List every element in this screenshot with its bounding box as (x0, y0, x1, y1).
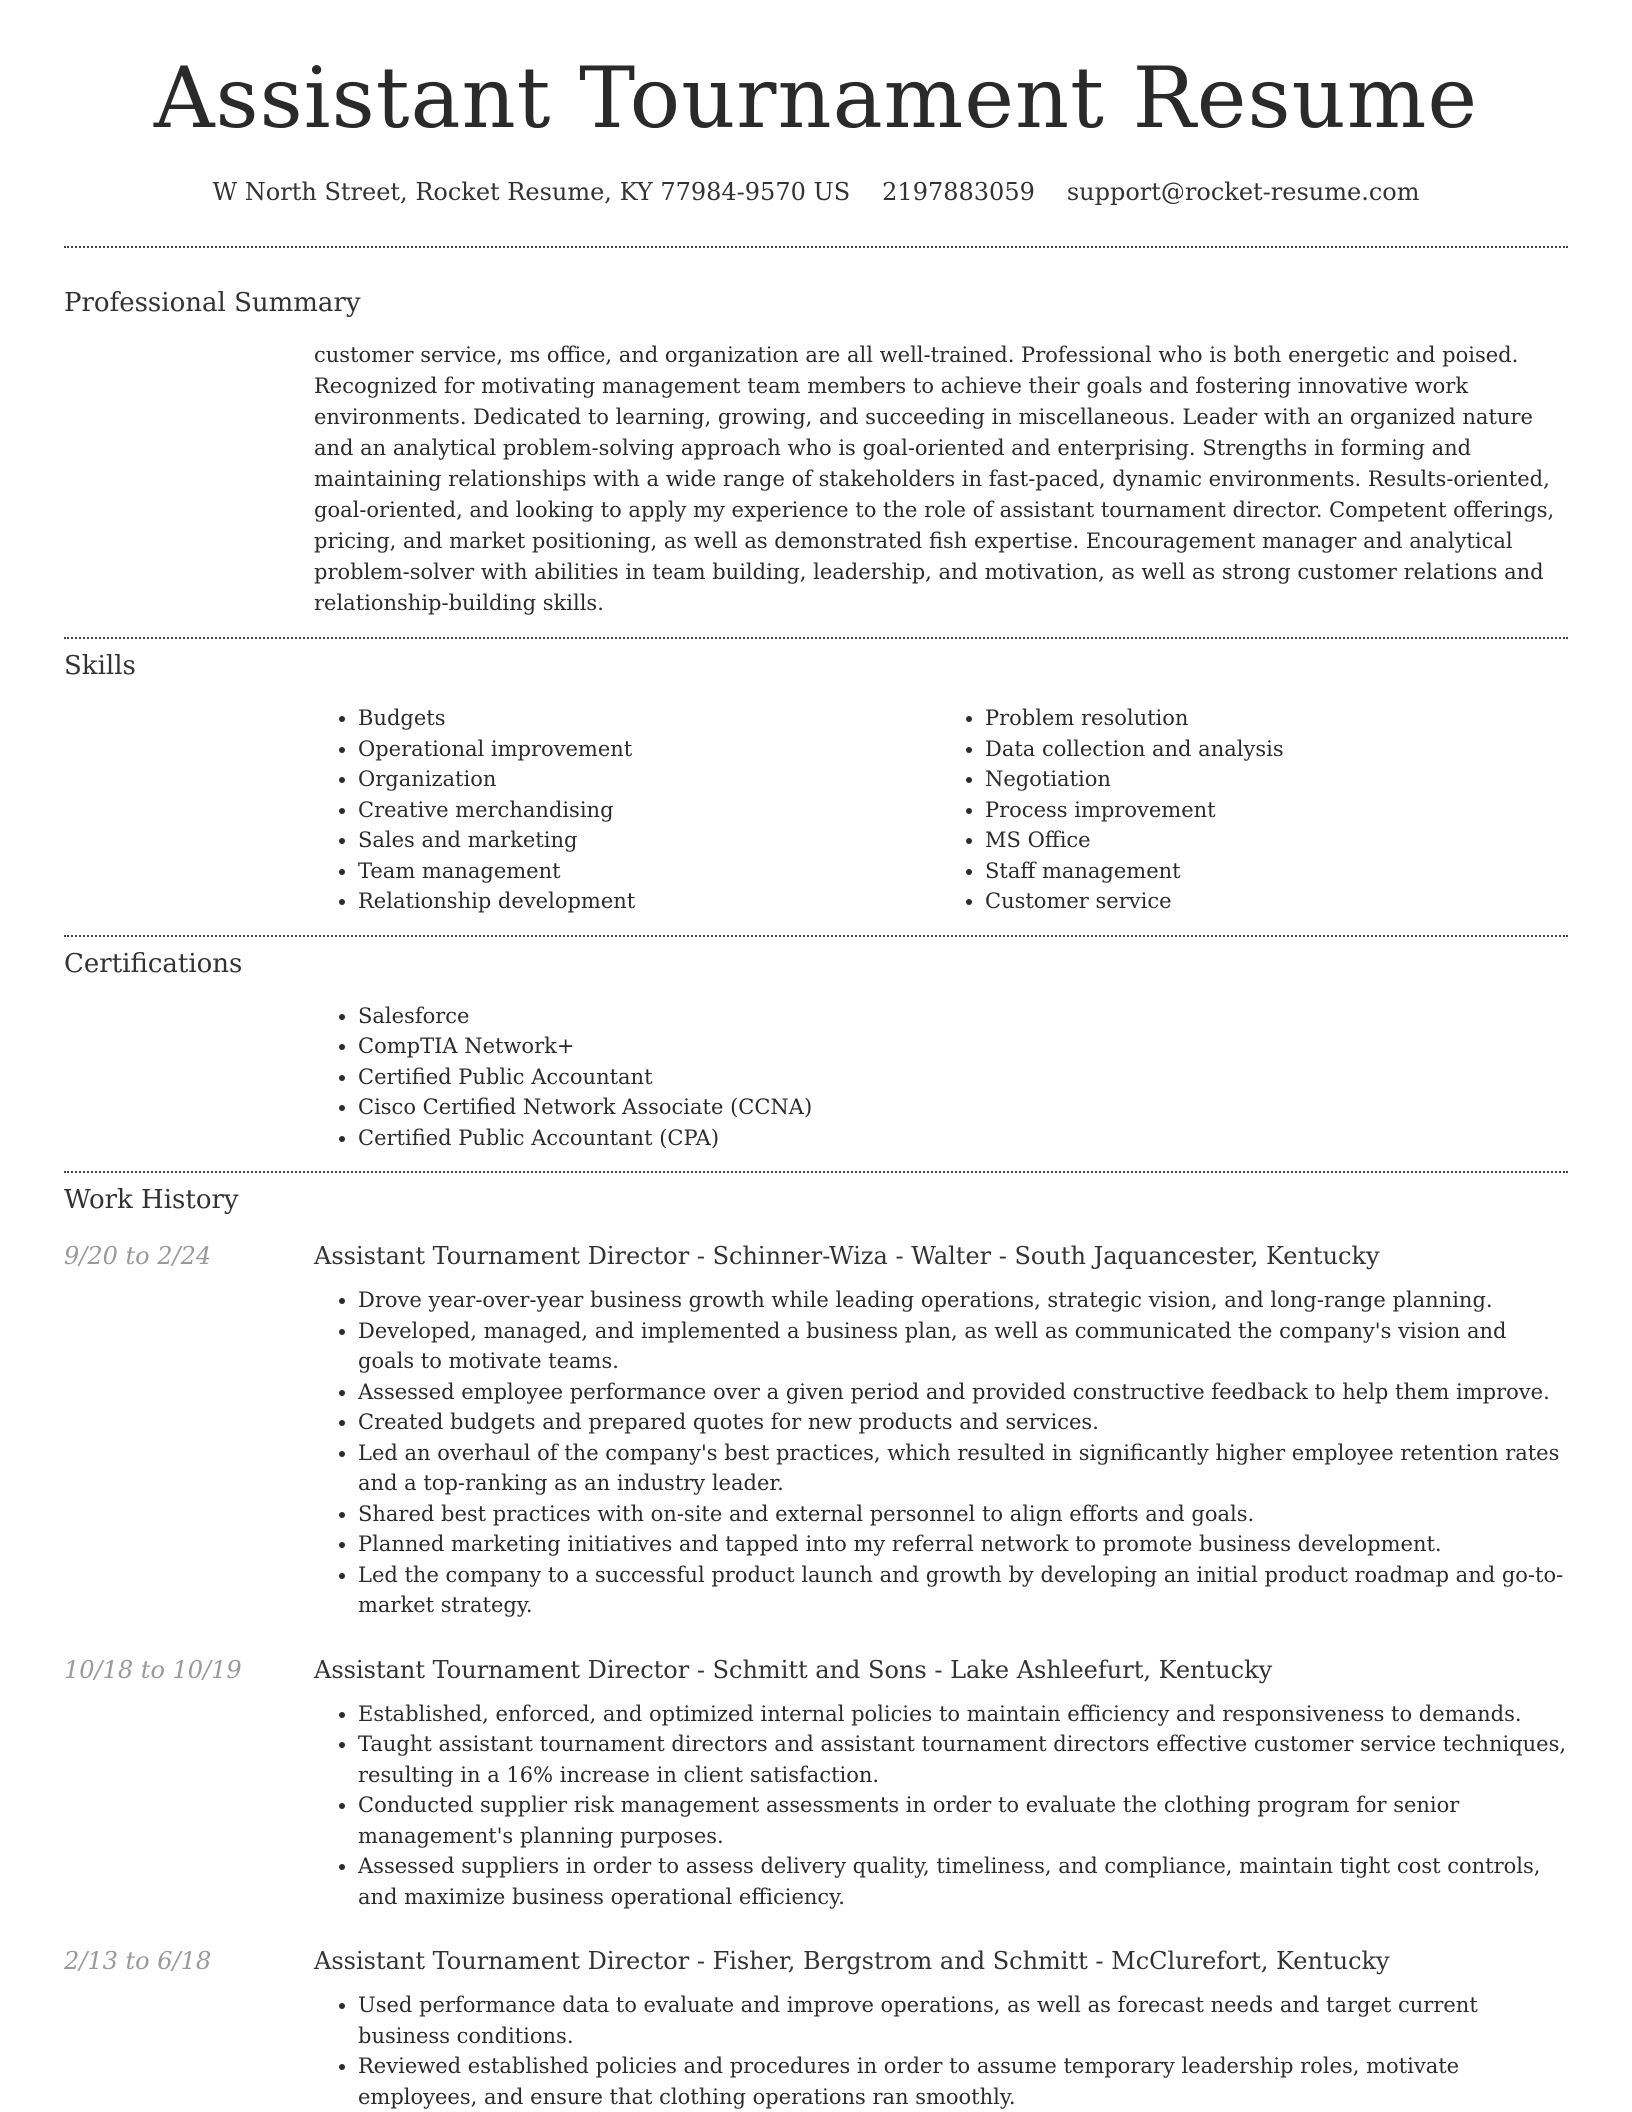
certification-item: • Cisco Certified Network Associate (CCNA) (358, 1092, 1568, 1123)
skill-item: • Team management (358, 856, 941, 887)
skills-column-right (941, 703, 1568, 917)
job-bullet: • Created budgets and prepared quotes for new products and services. (358, 1407, 1568, 1438)
skill-item: • Negotiation (985, 764, 1568, 795)
certification-item: • Salesforce (358, 1001, 1568, 1032)
skills-section (0, 639, 1632, 917)
certification-item: • CompTIA Network+ (358, 1031, 1568, 1062)
skill-item: • Problem resolution (985, 703, 1568, 734)
skill-item: • Customer service (985, 886, 1568, 917)
contact-email: support@rocket-resume.com (1066, 178, 1420, 207)
summary-section (0, 248, 1632, 619)
job-bullets (314, 1285, 1568, 1621)
skills-list (314, 703, 1568, 917)
job-bullet: • Conducted supplier risk management assessments in order to evaluate the clothing program for senior management's planning purposes. (358, 1790, 1568, 1851)
certifications-section (0, 937, 1632, 1154)
skill-item: • Data collection and analysis (985, 734, 1568, 765)
certification-item: • Certified Public Accountant (CPA) (358, 1123, 1568, 1154)
skill-item: • MS Office (985, 825, 1568, 856)
skill-item: • Creative merchandising (358, 795, 941, 826)
job-bullet: • Developed, managed, and implemented a business plan, as well as communicated the company's vision and goals to motivate teams. (358, 1316, 1568, 1377)
certifications-title: Certifications (64, 948, 243, 979)
job-entry (64, 1241, 1568, 1621)
skill-item: • Relationship development (358, 886, 941, 917)
summary-title: Professional Summary (64, 288, 361, 319)
skill-item: • Sales and marketing (358, 825, 941, 856)
job-bullet: • Drove year-over-year business growth while leading operations, strategic vision, and long-range planning. (358, 1285, 1568, 1316)
skills-column-left (314, 703, 941, 917)
skill-item: • Staff management (985, 856, 1568, 887)
job-entry (64, 1655, 1568, 1913)
job-dates: 10/18 to 10/19 (64, 1655, 242, 1684)
job-dates: 2/13 to 6/18 (64, 1947, 212, 1976)
skills-title: Skills (64, 651, 136, 682)
job-bullet: • Led the company to a successful product launch and growth by developing an initial product roadmap and go-to-market strategy. (358, 1560, 1568, 1621)
job-entry (64, 1946, 1568, 2112)
job-heading: Assistant Tournament Director - Fisher, Bergstrom and Schmitt - McClurefort, Kentucky (314, 1947, 1390, 1976)
job-heading: Assistant Tournament Director - Schmitt and Sons - Lake Ashleefurt, Kentucky (314, 1655, 1273, 1684)
job-bullet: • Taught assistant tournament directors and assistant tournament directors effective customer service techniques, resulting in a 16% increase in client satisfaction. (358, 1729, 1568, 1790)
work-section (0, 1173, 1632, 2112)
job-bullets (314, 1990, 1568, 2112)
skill-item: • Operational improvement (358, 734, 941, 765)
job-bullet: • Assessed suppliers in order to assess delivery quality, timeliness, and compliance, maintain tight cost controls, and maximize business operational efficiency. (358, 1851, 1568, 1912)
job-dates: 9/20 to 2/24 (64, 1242, 212, 1271)
contact-phone: 2197883059 (882, 178, 1035, 207)
job-bullet: • Reviewed established policies and procedures in order to assume temporary leadership roles, motivate employees, and ensure that clothing operations ran smoothly. (358, 2051, 1568, 2112)
summary-text: customer service, ms office, and organization are all well-trained. Professional who is both energetic and poised. Recognized for motivating management team members to achieve their goals and fostering innovative work environments. Dedicated to learning, growing, and succeeding in miscellaneous. Leader with an organized nature and an analytical problem-solving approach who is goal-oriented and enterprising. Strengths in forming and maintaining relationships with a wide range of stakeholders in fast-paced, dynamic environments. Results-oriented, goal-oriented, and looking to apply my experience to the role of assistant tournament director. Competent offerings, pricing, and market positioning, as well as demonstrated fish expertise. Encouragement manager and analytical problem-solver with abilities in team building, leadership, and motivation, as well as strong customer relations and relationship-building skills. (314, 343, 1555, 616)
certifications-list (314, 1001, 1568, 1154)
job-bullet: • Established, enforced, and optimized internal policies to maintain efficiency and responsiveness to demands. (358, 1699, 1568, 1730)
resume-header (0, 0, 1632, 206)
job-list (64, 1241, 1568, 2112)
job-bullet: • Led an overhaul of the company's best practices, which resulted in significantly higher employee retention rates and a top-ranking as an industry leader. (358, 1438, 1568, 1499)
resume-name: Assistant Tournament Resume (153, 49, 1479, 147)
skill-item: • Organization (358, 764, 941, 795)
job-bullets (314, 1699, 1568, 1913)
job-heading: Assistant Tournament Director - Schinner-Wiza - Walter - South Jaquancester, Kentucky (314, 1242, 1380, 1271)
contact-address: W North Street, Rocket Resume, KY 77984-9570 US (212, 178, 851, 207)
certification-item: • Certified Public Accountant (358, 1062, 1568, 1093)
work-title: Work History (64, 1185, 239, 1216)
skill-item: • Budgets (358, 703, 941, 734)
job-bullet: • Assessed employee performance over a given period and provided constructive feedback to help them improve. (358, 1377, 1568, 1408)
job-bullet: • Planned marketing initiatives and tapped into my referral network to promote business development. (358, 1529, 1568, 1560)
job-bullet: • Shared best practices with on-site and external personnel to align efforts and goals. (358, 1499, 1568, 1530)
contact-line (0, 178, 1632, 206)
skill-item: • Process improvement (985, 795, 1568, 826)
job-bullet: • Used performance data to evaluate and improve operations, as well as forecast needs and target current business conditions. (358, 1990, 1568, 2051)
